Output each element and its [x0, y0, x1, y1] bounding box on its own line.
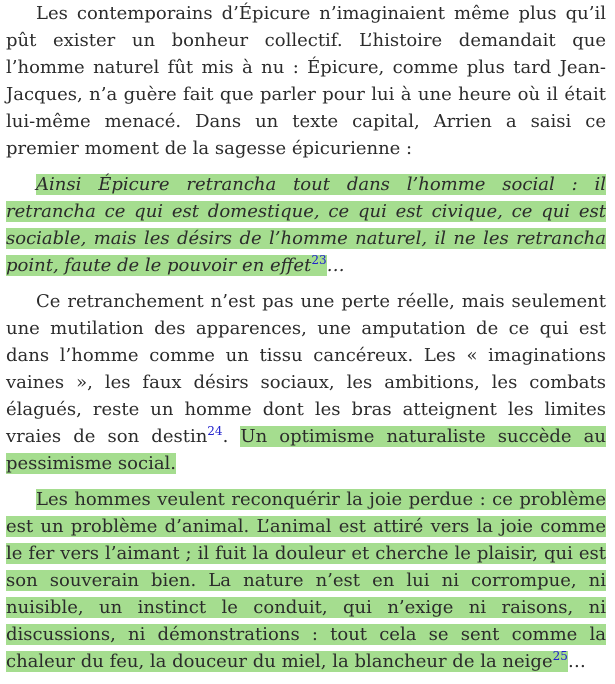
paragraph-retranchement: [6, 288, 606, 477]
footnote-ref-23[interactable]: 23: [311, 253, 327, 267]
quotation-arrien: [6, 171, 606, 279]
footnote-ref-24[interactable]: 24: [207, 424, 223, 438]
paragraph-retranchement-text: Ce retranchement n’est pas une perte réelle, mais seulement une mutilation des apparences, une amputation de ce qui est dans l’homme comme un tissu cancéreux. Les « imaginations vaines », les faux désirs sociaux, les ambitions, les combats élagués, reste un homme dont les bras atteignent les limites vraies de son destin: [6, 291, 606, 447]
document-page: [6, 0, 606, 675]
paragraph-joie: [6, 486, 606, 675]
footnote-ref-25[interactable]: 25: [552, 649, 568, 663]
paragraph-retranchement-period: .: [222, 426, 229, 447]
paragraph-joie-text: Les hommes veulent reconquérir la joie perdue : ce problème est un problème d’animal. L’animal est attiré vers la joie comme le fer vers l’aimant ; il fuit la douleur et cherche le plaisir, qui est son souverain bien. La nature n’est en lui ni corrompue, ni nuisible, un instinct le conduit, qui n’exige ni raisons, ni discussions, ni démonstrations : tout cela se sent comme la chaleur du feu, la douceur du miel, la blancheur de la neige: [6, 489, 606, 672]
paragraph-joie-highlight: [6, 489, 606, 672]
quotation-text: Ainsi Épicure retrancha tout dans l’homme social : il retrancha ce qui est domestique, ce qui est civique, ce qui est sociable, mais les désirs de l’homme naturel, il ne les retrancha point, faute de le pouvoir en effet: [6, 174, 606, 276]
highlighted-sentence-optimisme: Un optimisme naturaliste succède au pessimisme social.: [6, 426, 606, 474]
quotation-highlight: [6, 174, 606, 276]
paragraph-intro-text: Les contemporains d’Épicure n’imaginaient même plus qu’il pût exister un bonheur collectif. L’histoire demandait que l’homme naturel fût mis à nu : Épicure, comme plus tard Jean-Jacques, n’a guère fait que parler pour lui à une heure où il était lui-même menacé. Dans un texte capital, Arrien a saisi ce premier moment de la sagesse épicurienne :: [6, 3, 606, 159]
quotation-ellipsis: …: [326, 255, 345, 276]
paragraph-intro: [6, 0, 606, 162]
paragraph-joie-ellipsis: …: [567, 651, 586, 672]
